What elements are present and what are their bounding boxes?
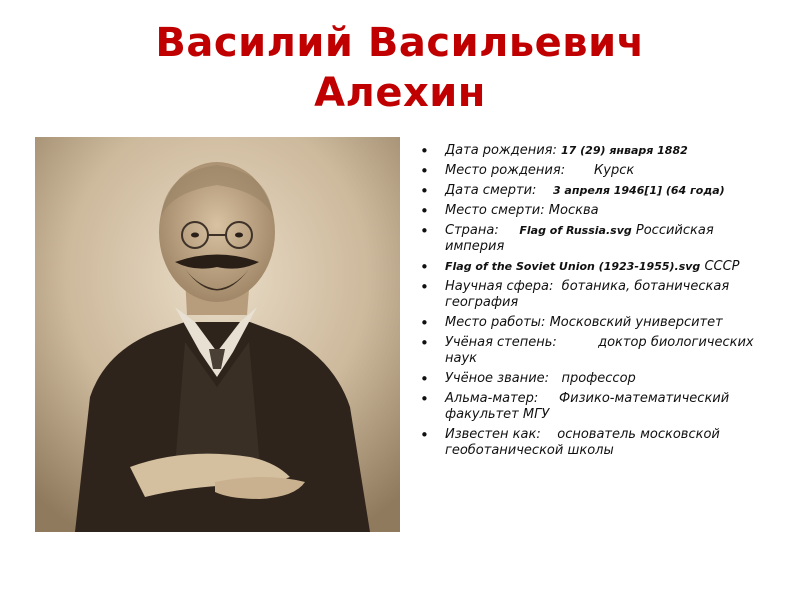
list-item: • Учёное звание: профессор (415, 371, 775, 387)
title-line-2: Алехин (314, 70, 486, 116)
list-item: • Научная сфера: ботаника, ботаническая география (415, 279, 775, 311)
title-line-1: Василий Васильевич (155, 20, 645, 66)
list-item: • Страна: Flag of Russia.svg Российская империя (415, 223, 775, 255)
portrait-photo (35, 137, 400, 532)
slide-title (0, 18, 800, 118)
list-item: • Дата рождения: 17 (29) января 1882 (415, 143, 775, 159)
list-item: • Альма-матер: Физико-математический факультет МГУ (415, 391, 775, 423)
biography-facts-list (415, 143, 775, 463)
list-item: • Место работы: Московский университет (415, 315, 775, 331)
list-item: • Flag of the Soviet Union (1923-1955).svg СССР (415, 259, 775, 275)
list-item: • Дата смерти: 3 апреля 1946[1] (64 года) (415, 183, 775, 199)
list-item: • Известен как: основатель московской геоботанической школы (415, 427, 775, 459)
person-portrait-icon (35, 137, 400, 532)
list-item: • Место рождения: Курск (415, 163, 775, 179)
list-item: • Место смерти: Москва (415, 203, 775, 219)
list-item: • Учёная степень: доктор биологических наук (415, 335, 775, 367)
